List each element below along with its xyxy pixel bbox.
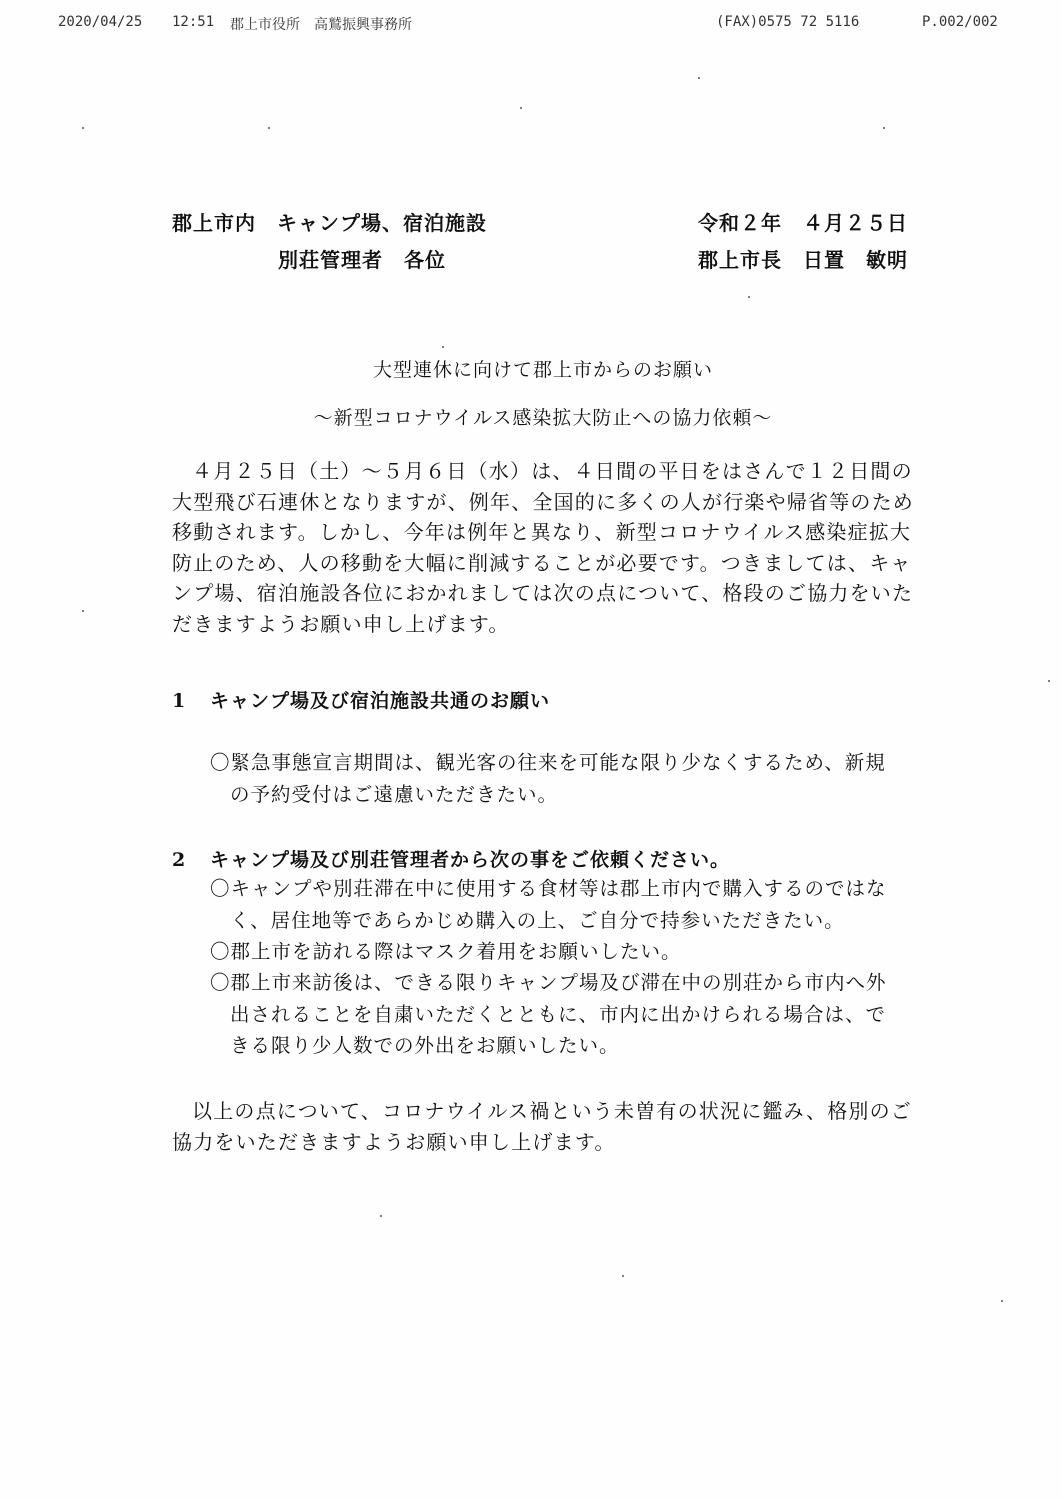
section-2-title: キャンプ場及び別荘管理者から次の事をご依頼ください。 [210, 849, 731, 871]
scan-speck [1048, 680, 1050, 682]
intro-line: 大型飛び石連休となりますが、例年、全国的に多くの人が行楽や帰省等のため [172, 489, 914, 514]
bullet-line: く、居住地等であらかじめ購入の上、ご自分で持参いただきたい。 [230, 908, 845, 932]
section-2-number: 2 [172, 849, 187, 871]
section-2-heading [172, 845, 730, 872]
scan-speck [698, 77, 700, 79]
scan-speck [82, 127, 84, 129]
fax-header [0, 14, 1062, 34]
intro-line: 防止のため、人の移動を大幅に削減することが必要です。つきましては、キャ [172, 550, 912, 575]
scan-speck [748, 296, 750, 298]
fax-time: 12:51 [172, 14, 215, 30]
bullet-line: の予約受付はご遠慮いただきたい。 [230, 782, 559, 806]
bullet-line: 〇郡上市を訪れる際はマスク着用をお願いしたい。 [210, 940, 682, 963]
intro-paragraph [172, 456, 912, 639]
sender-name: 郡上市長 日置 敏明 [698, 248, 908, 272]
addressee-line-1: 郡上市内 キャンプ場、宿泊施設 [172, 211, 487, 235]
bullet-line: 〇郡上市来訪後は、できる限りキャンプ場及び滞在中の別荘から市内へ外 [210, 971, 887, 994]
intro-line: 移動されます。しかし、今年は例年と異なり、新型コロナウイルス感染症拡大 [172, 520, 912, 544]
section-1-heading [172, 686, 550, 713]
intro-line: だきますようお願い申し上げます。 [172, 611, 510, 636]
intro-line: ４月２５日（土）～５月６日（水）は、４日間の平日をはさんで１２日間の [192, 459, 913, 483]
scan-speck [82, 610, 84, 612]
scan-speck [442, 346, 444, 348]
fax-sender: 郡上市役所 高鷲振興事務所 [230, 17, 412, 33]
bullet-line: 〇キャンプや別荘滞在中に使用する食材等は郡上市内で購入するのではな [210, 877, 887, 900]
document-subtitle: ～新型コロナウイルス感染拡大防止への協力依頼～ [313, 407, 773, 429]
bullet-line: きる限り少人数での外出をお願いしたい。 [230, 1034, 620, 1057]
document-date: 令和２年 ４月２５日 [698, 211, 908, 235]
document-title: 大型連休に向けて郡上市からのお願い [372, 359, 713, 381]
scan-speck [622, 1275, 624, 1277]
section-1-bullet-1 [210, 747, 910, 810]
fax-number: (FAX)0575 72 5116 [716, 14, 860, 30]
closing-line: 以上の点について、コロナウイルス禍という未曽有の状況に鑑み、格別のご [192, 1099, 912, 1123]
bullet-line: 〇緊急事態宣言期間は、観光客の往来を可能な限り少なくするため、新規 [210, 751, 886, 774]
section-2-bullet-1 [210, 873, 910, 936]
scan-speck [380, 1215, 382, 1217]
section-2-bullet-2 [210, 936, 910, 968]
section-2-bullet-3 [210, 967, 910, 1062]
closing-line: 協力をいただきますようお願い申し上げます。 [172, 1129, 616, 1154]
fax-date: 2020/04/25 [58, 14, 143, 30]
scan-speck [520, 107, 522, 109]
bullet-line: 出されることを自粛いただくとともに、市内に出かけられる場合は、で [230, 1002, 887, 1026]
scan-speck [268, 127, 270, 129]
scan-speck [1001, 1300, 1003, 1302]
intro-line: ンプ場、宿泊施設各位におかれましては次の点について、格段のご協力をいた [172, 581, 914, 605]
addressee-line-2: 別荘管理者 各位 [278, 248, 446, 272]
section-1-number: 1 [172, 690, 187, 712]
fax-page-number: P.002/002 [922, 14, 998, 30]
section-1-title: キャンプ場及び宿泊施設共通のお願い [210, 690, 551, 712]
scan-speck [883, 127, 885, 129]
closing-paragraph [172, 1096, 912, 1157]
